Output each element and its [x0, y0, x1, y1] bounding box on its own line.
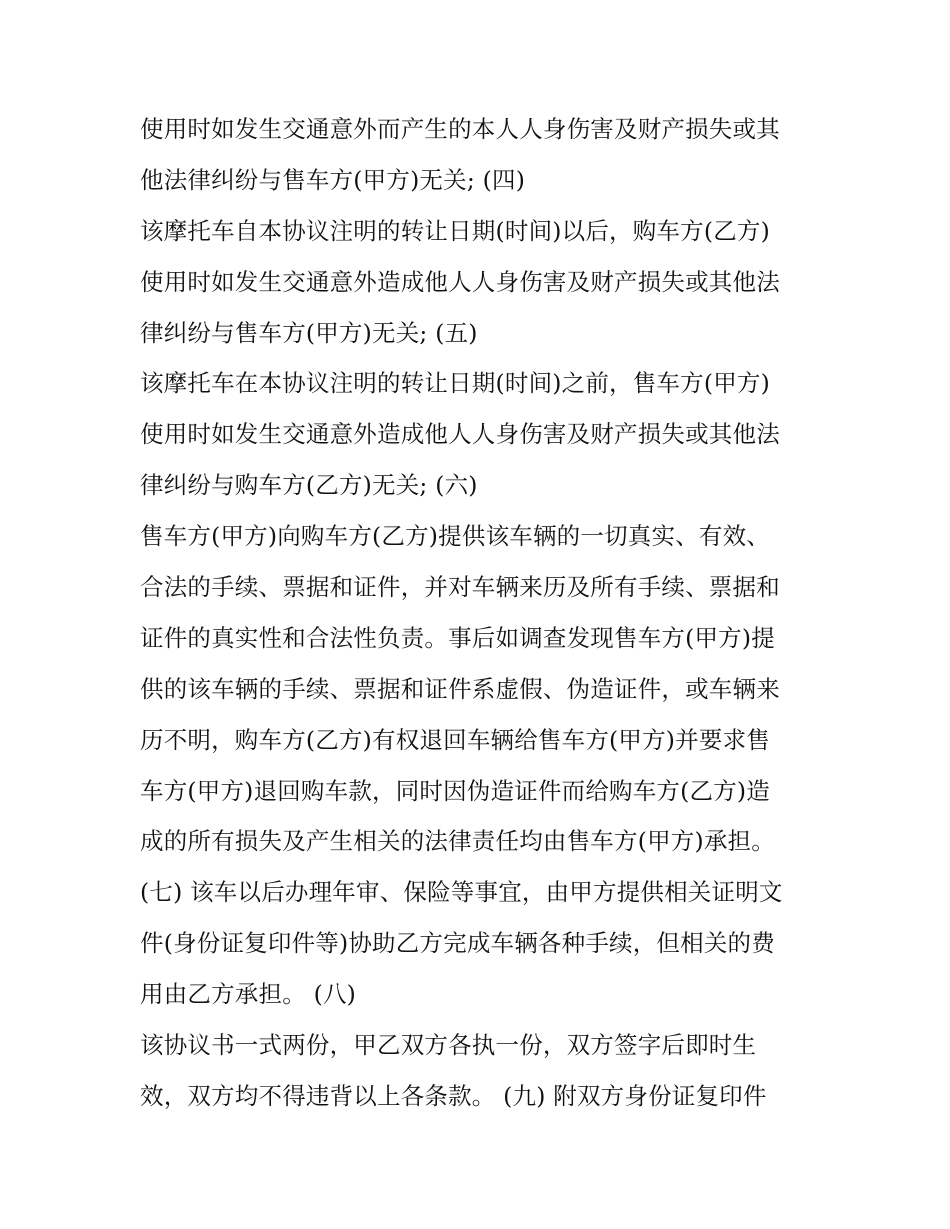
text-line: 成的所有损失及产生相关的法律责任均由售车方(甲方)承担。: [140, 827, 775, 856]
text-line: 证件的真实性和合法性负责。事后如调查发现售车方(甲方)提: [140, 623, 775, 652]
text-line: 历不明，购车方(乙方)有权退回车辆给售车方(甲方)并要求售: [140, 725, 770, 754]
text-line: 用由乙方承担。 (八): [140, 980, 357, 1009]
text-line: 该摩托车自本协议注明的转让日期(时间)以后，购车方(乙方): [140, 216, 770, 245]
text-line: 件(身份证复印件等)协助乙方完成车辆各种手续，但相关的费: [140, 929, 775, 958]
text-line: 售车方(甲方)向购车方(乙方)提供该车辆的一切真实、有效、: [140, 522, 770, 551]
text-line: 该摩托车在本协议注明的转让日期(时间)之前，售车方(甲方): [140, 369, 770, 398]
agreement-body-text: [140, 104, 820, 1122]
text-line: 律纠纷与购车方(乙方)无关; (六): [140, 471, 478, 500]
text-line: 效，双方均不得违背以上各条款。 (九) 附双方身份证复印件: [140, 1081, 767, 1110]
text-line: 该协议书一式两份，甲乙双方各执一份，双方签字后即时生: [140, 1031, 757, 1060]
text-line: 律纠纷与售车方(甲方)无关; (五): [140, 318, 478, 347]
text-line: 车方(甲方)退回购车款，同时因伪造证件而给购车方(乙方)造: [140, 776, 770, 805]
text-line: 他法律纠纷与售车方(甲方)无关; (四): [140, 165, 526, 194]
text-line: 使用时如发生交通意外造成他人人身伤害及财产损失或其他法: [140, 420, 780, 449]
text-line: 使用时如发生交通意外造成他人人身伤害及财产损失或其他法: [140, 267, 780, 296]
text-line: 合法的手续、票据和证件，并对车辆来历及所有手续、票据和: [140, 573, 780, 602]
text-line: (七) 该车以后办理年审、保险等事宜，由甲方提供相关证明文: [140, 878, 783, 907]
text-line: 使用时如发生交通意外而产生的本人人身伤害及财产损失或其: [140, 115, 780, 143]
text-line: 供的该车辆的手续、票据和证件系虚假、伪造证件，或车辆来: [140, 674, 780, 703]
